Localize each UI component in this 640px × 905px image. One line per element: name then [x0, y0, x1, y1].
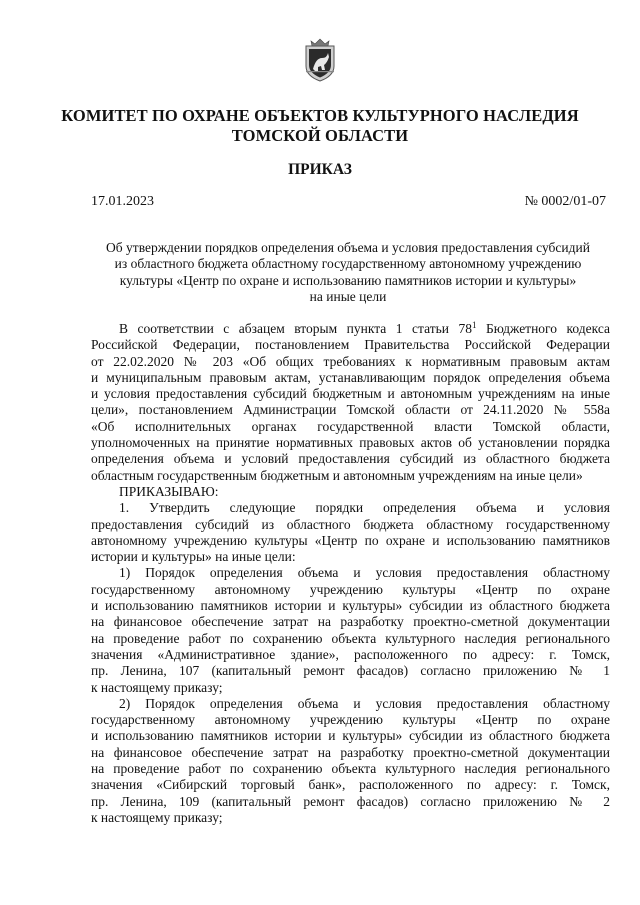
item1-line: предоставления субсидий из областного бюджета областному государственному	[91, 516, 610, 532]
order-word: ПРИКАЗЫВАЮ:	[119, 483, 219, 499]
document-body	[91, 321, 610, 826]
preamble-line: и муниципальным правовым актам, устанавливающим порядок определения объема	[91, 369, 610, 385]
subitem1-line: пр. Ленина, 107 (капитальный ремонт фасадов) согласно приложению № 1	[91, 663, 610, 679]
subitem1-line: на проведение работ по сохранению объекта культурного наследия регионального	[91, 630, 610, 646]
subitem1-line: значения «Административное здание», расположенного по адресу: г. Томск,	[91, 646, 610, 662]
preamble-line: от 22.02.2020 № 203 «Об общих требованиях к нормативным правовым актам	[91, 353, 610, 369]
preamble-line: и условия предоставления субсидий бюджетным и автономным учреждениям на иные	[91, 386, 610, 402]
document-title	[88, 240, 608, 305]
subitem1-line: на финансовое обеспечение затрат на разработку проектно-сметной документации	[91, 614, 610, 630]
document-type: ПРИКАЗ	[288, 161, 352, 178]
subitem1-line: 1) Порядок определения объема и условия предоставления областному	[119, 565, 610, 581]
subitem1-line: и использованию памятников истории и культуры» субсидии из областного бюджета	[91, 598, 610, 614]
subitem2-line: на проведение работ по сохранению объекта культурного наследия регионального	[91, 761, 610, 777]
preamble-line: Российской Федерации, постановлением Правительства Российской Федерации	[91, 337, 610, 353]
item1-line: истории и культуры» на иные цели:	[91, 549, 296, 565]
preamble-line: В соответствии с абзацем вторым пункта 1 статьи $78^1$ Бюджетного кодекса	[119, 320, 610, 336]
preamble-line: определения объема и условий предоставления субсидий из областного бюджета	[91, 451, 610, 467]
subitem2-line: пр. Ленина, 109 (капитальный ремонт фасадов) согласно приложению № 2	[91, 793, 610, 809]
subitem2-line: государственному автономному учреждению культуры «Центр по охране	[91, 712, 610, 728]
org-name-line: КОМИТЕТ ПО ОХРАНЕ ОБЪЕКТОВ КУЛЬТУРНОГО НАСЛЕДИЯ	[61, 106, 579, 125]
subitem2-line: на финансовое обеспечение затрат на разработку проектно-сметной документации	[91, 744, 610, 760]
organization-name	[60, 106, 580, 146]
item1-line: автономному учреждению культуры «Центр по охране и использованию памятников	[91, 532, 610, 548]
tomsk-coat-of-arms-icon	[302, 36, 338, 82]
subitem2-line: к настоящему приказу;	[91, 809, 223, 825]
subitem1-line: государственному автономному учреждению культуры «Центр по охране	[91, 581, 610, 597]
subitem2-line: значения «Сибирский торговый банк», расположенного по адресу: г. Томск,	[91, 777, 610, 793]
subitem2-line: 2) Порядок определения объема и условия предоставления областному	[119, 695, 610, 711]
document-number: № 0002/01-07	[524, 194, 606, 209]
org-name-line: ТОМСКОЙ ОБЛАСТИ	[231, 126, 409, 145]
title-line: на иные цели	[309, 288, 387, 304]
preamble-line: «Об исполнительных органах государственной власти Томской области,	[91, 418, 610, 434]
document-date: 17.01.2023	[91, 194, 154, 209]
subitem1-line: к настоящему приказу;	[91, 679, 223, 695]
title-line: из областного бюджета областному государственному автономному учреждению	[114, 256, 582, 272]
preamble-line: цели», постановлением Администрации Томской области от 24.11.2020 № 558а	[91, 402, 610, 418]
preamble-line: уполномоченных на принятие нормативных правовых актов об установлении порядка	[91, 435, 610, 451]
subitem2-line: и использованию памятников истории и культуры» субсидии из областного бюджета	[91, 728, 610, 744]
title-line: культуры «Центр по охране и использованию памятников истории и культуры»	[119, 272, 577, 288]
title-line: Об утверждении порядков определения объема и условия предоставления субсидий	[106, 240, 590, 255]
item1-line: 1. Утвердить следующие порядки определения объема и условия	[119, 500, 610, 516]
preamble-line: областным государственным бюджетным и автономным учреждениям на иные цели»	[91, 467, 583, 483]
